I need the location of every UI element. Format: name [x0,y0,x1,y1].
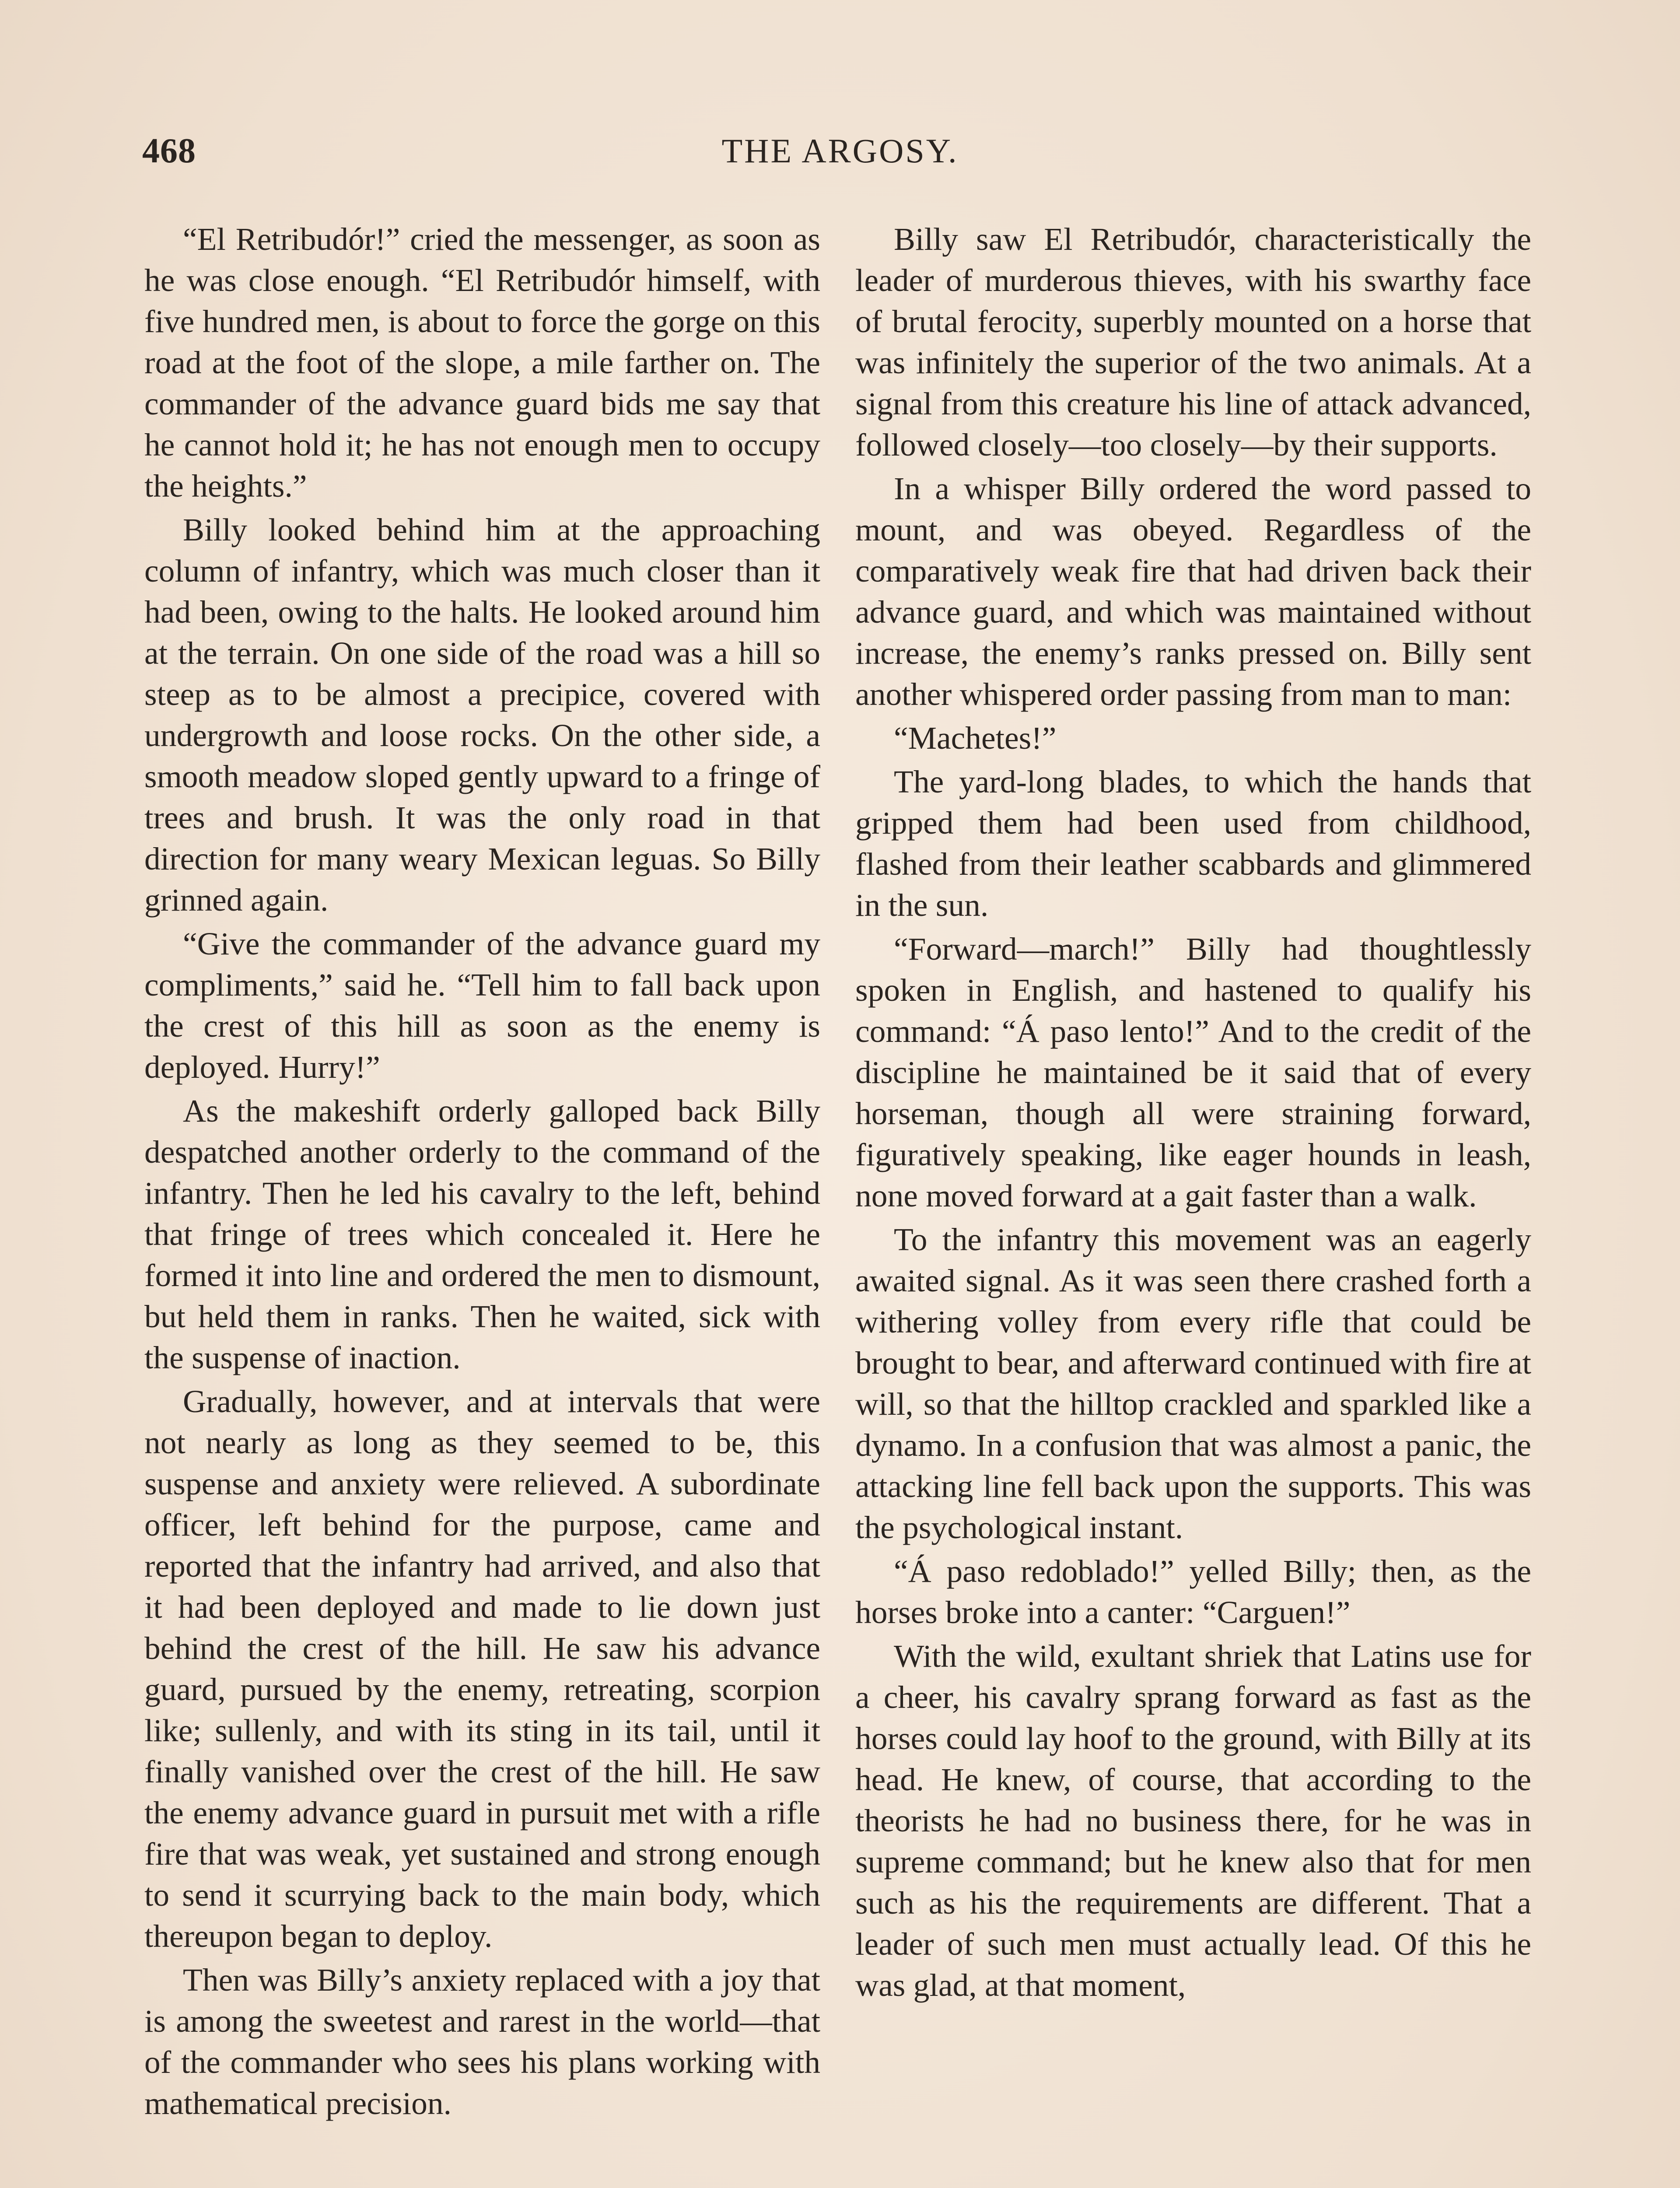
paragraph: To the infantry this movement was an eagerly awaited signal. As it was seen there crashed forth a withering volley from every rifle that could be brought to bear, and afterward continued with fire at will, so that the hilltop crackled and sparkled like a dynamo. In a confusion that was almost a panic, the attacking line fell back upon the supports. This was the psychological instant. [855,1222,1531,1545]
paragraph: Billy looked behind him at the approaching column of infantry, which was much closer than it had been, owing to the halts. He looked around him at the terrain. On one side of the road was a hill so steep as to be almost a precipice, covered with undergrowth and loose rocks. On the other side, a smooth meadow sloped gently upward to a fringe of trees and brush. It was the only road in that direction for many weary Mexican leguas. So Billy grinned again. [144,512,820,918]
paragraph: “Forward—march!” Billy had thoughtlessly spoken in English, and hastened to qualify his command: “Á paso lento!” And to the credit of the discipline he maintained be it said that of every horseman, though all were straining forward, figuratively speaking, like eager hounds in leash, none moved forward at a gait faster than a walk. [855,931,1531,1213]
paragraph: The yard-long blades, to which the hands that gripped them had been used from childhood, flashed from their leather scabbards and glimmered in the sun. [855,764,1531,923]
right-column [855,219,1531,2006]
page-header [142,131,1538,184]
paragraph: With the wild, exultant shriek that Latins use for a cheer, his cavalry sprang forward as fast as the horses could lay hoof to the ground, with Billy at its head. He knew, of course, that according to the theorists he had no business there, for he was in supreme command; but he knew also that for men such as his the requirements are different. That a leader of such men must actually lead. Of this he was glad, at that moment, [855,1638,1531,2003]
running-head: THE ARGOSY. [721,132,959,170]
paragraph: “Machetes!” [894,720,1057,756]
paragraph: Then was Billy’s anxiety replaced with a joy that is among the sweetest and rarest in the world—that of the commander who sees his plans working with mathematical precision. [144,1962,820,2121]
paragraph: Gradually, however, and at intervals that were not nearly as long as they seemed to be, this suspense and anxiety were relieved. A subordinate officer, left behind for the purpose, came and reported that the infantry had arrived, and also that it had been deployed and made to lie down just behind the crest of the hill. He saw his advance guard, pursued by the enemy, retreating, scorpion like; sullenly, and with its sting in its tail, until it finally vanished over the crest of the hill. He saw the enemy advance guard in pursuit met with a rifle fire that was weak, yet sustained and strong enough to send it scurrying back to the main body, which thereupon began to deploy. [144,1384,820,1954]
paragraph: In a whisper Billy ordered the word passed to mount, and was obeyed. Regardless of the comparatively weak fire that had driven back their advance guard, and which was maintained without increase, the enemy’s ranks pressed on. Billy sent another whispered order passing from man to man: [855,471,1531,712]
paragraph: “Give the commander of the advance guard my compliments,” said he. “Tell him to fall back upon the crest of this hill as soon as the enemy is deployed. Hurry!” [144,926,820,1085]
left-column [144,219,820,2124]
paragraph: Billy saw El Retribudór, characteristically the leader of murderous thieves, with his swarthy face of brutal ferocity, superbly mounted on a horse that was infinitely the superior of the two animals. At a signal from this creature his line of attack advanced, followed closely—too closely—by their supports. [855,221,1531,463]
paragraph: “Á paso redoblado!” yelled Billy; then, as the horses broke into a canter: “Carguen!” [855,1553,1531,1630]
page-number: 468 [142,132,196,170]
paragraph: “El Retribudór!” cried the messenger, as soon as he was close enough. “El Retribudór himself, with five hundred men, is about to force the gorge on this road at the foot of the slope, a mile farther on. The commander of the advance guard bids me say that he cannot hold it; he has not enough men to occupy the heights.” [144,221,820,504]
paragraph: As the makeshift orderly galloped back Billy despatched another orderly to the command of the infantry. Then he led his cavalry to the left, behind that fringe of trees which concealed it. Here he formed it into line and ordered the men to dismount, but held them in ranks. Then he waited, sick with the suspense of inaction. [144,1093,820,1375]
